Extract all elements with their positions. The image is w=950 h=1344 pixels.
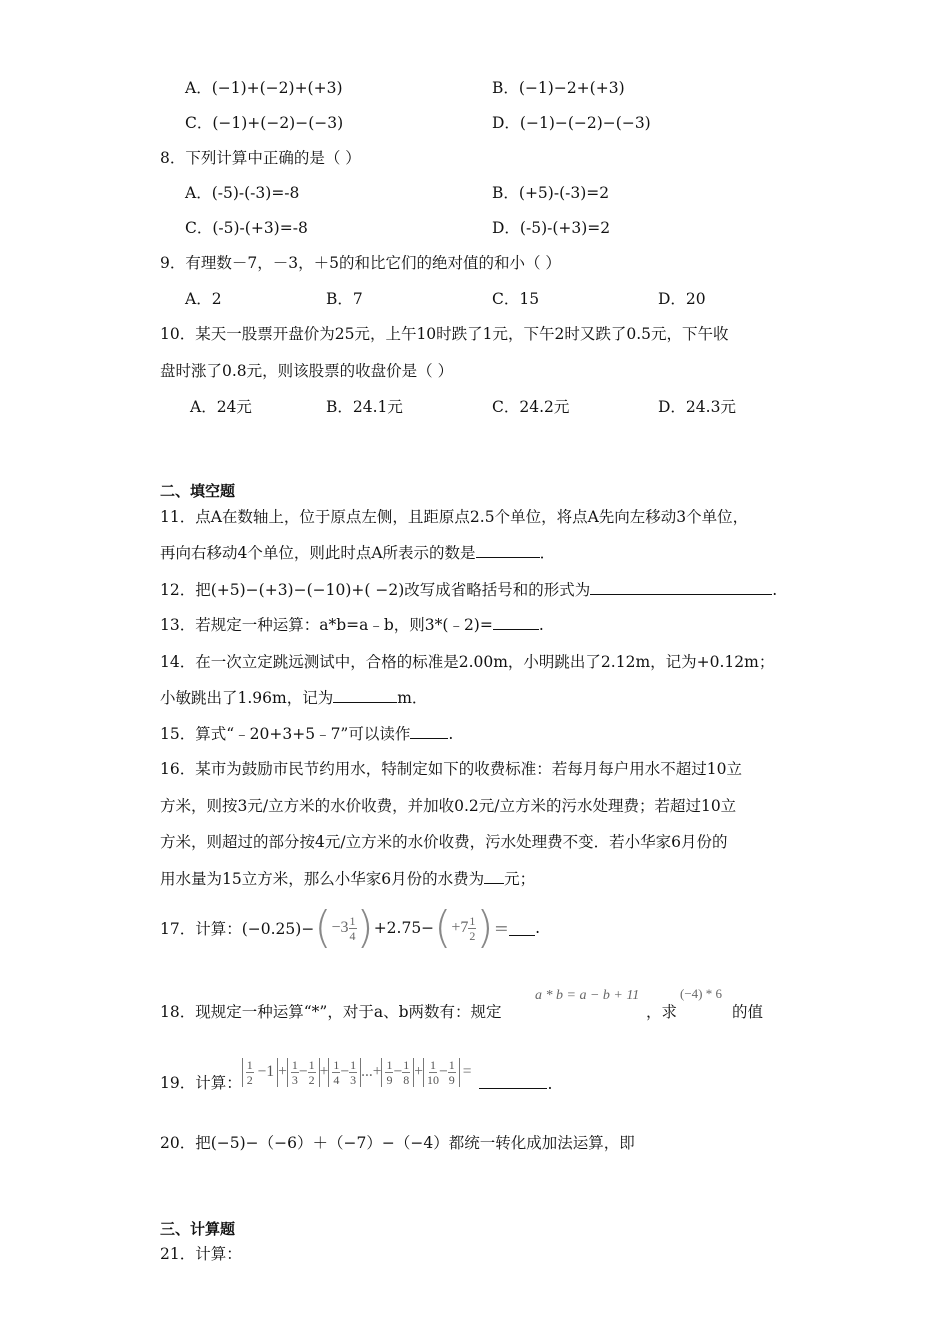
q14-line2 — [160, 686, 427, 708]
q15-answer-blank[interactable] — [410, 724, 448, 739]
q19-abs-term-5: $\frac{1}{10}$ − $\frac{1}{9}$ — [423, 1058, 460, 1087]
q17-fraction-1 — [349, 914, 357, 943]
q10-option-d: D．24.3元 — [658, 398, 736, 416]
q9-stem: 9．有理数－7，－3，＋5的和比它们的绝对值的和小（ ） — [160, 254, 561, 272]
q16-text: 用水量为15立方米，那么小华家6月份的水费为 — [160, 870, 485, 888]
section-heading-calculation: 三、计算题 — [160, 1220, 236, 1238]
q17-frac2-denominator: 2 — [469, 928, 476, 943]
q17-frac1-numerator: 1 — [349, 913, 356, 928]
q10-option-b: B．24.1元 — [326, 398, 403, 416]
q17-answer-blank[interactable] — [509, 921, 535, 936]
q17-frac1-denominator: 4 — [349, 928, 356, 943]
q18-expression: (−4) * 6 — [680, 986, 722, 1001]
q18-text: 18．现规定一种运算“*”，对于a、b两数有：规定 — [160, 1003, 502, 1021]
q17-prefix: 17．计算：(−0.25)− — [160, 920, 315, 938]
q10-stem-line1: 10．某天一股票开盘价为25元，上午10时跌了1元，下午2时又跌了0.5元，下午收 — [160, 325, 729, 343]
q10-stem-line2: 盘时涨了0.8元，则该股票的收盘价是（ ） — [160, 362, 454, 380]
q18-end: 的值 — [732, 1003, 764, 1021]
q7-option-c: C．(−1)+(−2)−(−3) — [185, 114, 344, 132]
q10-option-a: A．24元 — [190, 398, 252, 416]
q19-abs-term-1: $\frac{1}{2}$ −1 — [242, 1058, 278, 1087]
q19-ellipsis: ... — [361, 1063, 373, 1080]
q19-plus: + — [372, 1063, 382, 1080]
q11-end: ． — [539, 544, 556, 562]
q11-answer-blank[interactable] — [476, 543, 540, 558]
q9-option-d: D．20 — [658, 290, 706, 308]
q19-end: . — [547, 1075, 553, 1093]
q11-line1: 11．点A在数轴上，位于原点左侧，且距原点2.5个单位，将点A先向左移动3个单位， — [160, 508, 749, 526]
q12-answer-blank[interactable] — [590, 580, 772, 595]
q8-option-d: D．(-5)-(+3)=2 — [492, 219, 611, 237]
q8-option-c: C．(-5)-(+3)=-8 — [185, 219, 308, 237]
q17-mixed-int-1: −3 — [331, 919, 349, 936]
q19-plus: + — [414, 1063, 423, 1080]
q19-abs-term-3: $\frac{1}{4}$ − $\frac{1}{3}$ — [328, 1058, 361, 1087]
q16-end: 元； — [504, 870, 536, 888]
q7-option-d: D．(−1)−(−2)−(−3) — [492, 114, 651, 132]
q19-answer-blank[interactable] — [479, 1074, 547, 1089]
q18-mid: ，求 — [646, 1003, 678, 1021]
q13-end: . — [538, 616, 544, 634]
q19-plus: + — [278, 1063, 287, 1080]
q13-text: 13．若规定一种运算：a*b=a﹣b，则3*(﹣2)= — [160, 616, 493, 634]
q19-line — [160, 1047, 552, 1097]
q16-line4 — [160, 867, 535, 889]
q15-text: 15．算式“﹣20+3+5﹣7”可以读作 — [160, 725, 411, 743]
q7-option-b: B．(−1)−2+(+3) — [492, 79, 625, 97]
q13-line — [160, 613, 544, 635]
q12-end: . — [772, 581, 778, 599]
q15-line — [160, 722, 453, 744]
q14-end: m． — [397, 689, 428, 707]
q8-option-b: B．(+5)-(-3)=2 — [492, 184, 610, 202]
q19-prefix: 19．计算： — [160, 1074, 242, 1092]
q17-frac2-numerator: 1 — [469, 913, 476, 928]
q14-text: 小敏跳出了1.96m，记为 — [160, 689, 334, 707]
q12-line — [160, 578, 777, 600]
q18-rule: a * b = a − b + 11 — [535, 988, 640, 1003]
q8-option-a: A．(-5)-(-3)=-8 — [185, 184, 300, 202]
q7-option-a: A．(−1)+(−2)+(+3) — [185, 79, 343, 97]
q17-right-paren-2: ) — [476, 902, 494, 953]
q9-option-b: B．7 — [326, 290, 363, 308]
q9-option-c: C．15 — [492, 290, 540, 308]
q17-mixed-int-2: +7 — [451, 919, 469, 936]
q16-answer-blank[interactable] — [484, 869, 504, 884]
q13-answer-blank[interactable] — [493, 615, 539, 630]
q8-stem: 8．下列计算中正确的是（ ） — [160, 149, 361, 167]
q19-abs-term-2: $\frac{1}{3}$ − $\frac{1}{2}$ — [287, 1058, 320, 1087]
q17-right-paren-1: ) — [356, 902, 374, 953]
q9-option-a: A．2 — [185, 290, 222, 308]
q20-text: 20．把(−5)−（−6）＋（−7）−（−4）都统一转化成加法运算，即 — [160, 1134, 635, 1152]
q17-end: . — [535, 919, 541, 937]
q19-plus: + — [319, 1063, 329, 1080]
q12-text: 12．把(+5)−(+3)−(−10)+( −2)改写成省略括号和的形式为 — [160, 581, 591, 599]
q19-abs-term-4: $\frac{1}{9}$ − $\frac{1}{8}$ — [381, 1058, 414, 1087]
section-heading-fill-in: 二、填空题 — [160, 482, 236, 500]
q17-fraction-2 — [468, 914, 476, 943]
q11-text: 再向右移动4个单位，则此时点A所表示的数是 — [160, 544, 476, 562]
q17-line — [160, 900, 540, 956]
q17-mid: +2.75− — [373, 919, 435, 937]
q17-left-paren-2: ( — [434, 902, 452, 953]
q16-line2: 方米，则按3元/立方米的水价收费，并加收0.2元/立方米的污水处理费；若超过10立 — [160, 797, 737, 815]
q16-line3: 方米，则超过的部分按4元/立方米的水价收费，污水处理费不变．若小华家6月份的 — [160, 833, 728, 851]
q17-equals: ＝ — [493, 920, 510, 938]
q19-equals: = — [462, 1063, 472, 1080]
q21-text: 21．计算： — [160, 1245, 242, 1263]
q15-end: . — [448, 725, 454, 743]
q16-line1: 16．某市为鼓励市民节约用水，特制定如下的收费标准：若每月每户用水不超过10立 — [160, 760, 742, 778]
q10-option-c: C．24.2元 — [492, 398, 570, 416]
q14-answer-blank[interactable] — [333, 688, 397, 703]
q14-line1: 14．在一次立定跳远测试中，合格的标准是2.00m，小明跳出了2.12m，记为+0.12m； — [160, 653, 775, 671]
q17-left-paren-1: ( — [314, 902, 332, 953]
q11-line2 — [160, 541, 555, 563]
